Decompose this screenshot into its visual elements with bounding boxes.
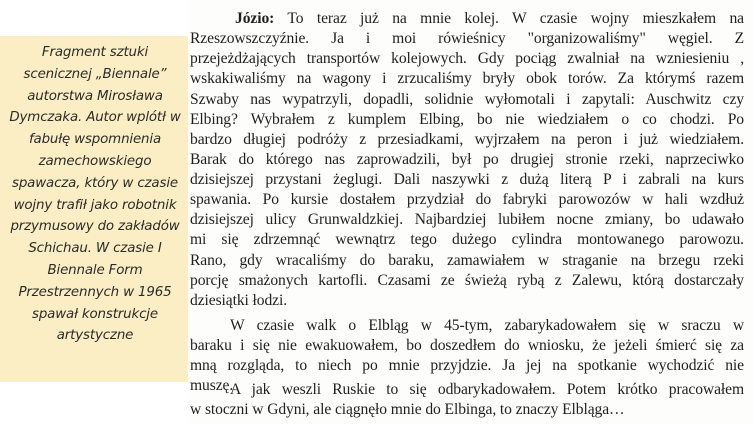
document-line-15: dziesiątki łodzi. <box>190 292 288 309</box>
document-line-4: wskakiwaliśmy na wagony i zrzucaliśmy bryły obok torów. Za którymś razem <box>190 70 744 87</box>
document-line-10: spawania. Po kursie dostałem przydział do fabryki parowozów w hali wzdłuż <box>190 191 744 208</box>
document-line-11: dzisiejszej ulicy Grunwaldzkiej. Najbardziej lubiłem nocne zmiany, bo udawało <box>190 211 744 228</box>
scanned-document <box>188 0 753 424</box>
caption-text: Fragment sztuki scenicznej „Biennale” autorstwa Mirosława Dymczaka. Autor wplótł w fabułę wspomnienia zamechowskiego spawacza, który w czasie wojny trafił jako robotnik przymusowy do zakładów Schichau. W czasie I Biennale Form Przestrzennych w 1965 spawał konstrukcje artystyczne <box>9 45 181 344</box>
document-line-7: bardzo długiej podróży z przesiadkami, wyjrzałem na peron i już wiedziałem. <box>190 131 744 148</box>
document-line-19: muszę. <box>190 377 234 394</box>
document-line-1: Józio: To teraz już na mnie kolej. W czasie wojny mieszkałem na <box>235 10 744 27</box>
document-line-21: w stoczni w Gdyni, ale ciągnęło mnie do Elbinga, to znaczy Elbląga… <box>190 401 625 418</box>
document-line-20: A jak weszli Ruskie to się odbarykadowałem. Potem krótko pracowałem <box>230 381 744 398</box>
document-line-16: W czasie walk o Elbląg w 45-tym, zabarykadowałem się w sraczu w <box>230 317 744 334</box>
document-line-17: baraku i się nie ewakuowałem, bo doszedłem do wniosku, że jeżeli śmierć się za <box>190 337 744 354</box>
document-line-6: Elbing? Wybrałem z kumplem Elbing, bo nie wiedziałem o co chodzi. Po <box>190 111 744 128</box>
document-line-13: Rano, gdy wracaliśmy do baraku, zamawiałem w straganie na brzegu rzeki <box>190 252 744 269</box>
speaker-name: Józio: <box>235 10 275 27</box>
document-line-12: mi się zdrzemnąć wewnątrz tego dużego cylindra montowanego parowozu. <box>190 231 744 248</box>
caption-box <box>0 36 188 382</box>
document-line-8: Barak do którego nas zaprowadzili, był po drugiej stronie rzeki, naprzeciwko <box>190 151 744 168</box>
document-line-2: Rzeszowszczyźnie. Ja i moi rówieśnicy "organizowaliśmy" węgiel. Z <box>190 30 744 47</box>
document-line-5: Szwaby nas wypatrzyli, dopadli, solidnie wyłomotali i zapytali: Auschwitz czy <box>190 91 744 108</box>
document-line-3: przejeżdżających transportów kolejowych. Gdy pociąg zwalniał na wzniesieniu , <box>190 50 744 67</box>
document-line-14: porcję smażonych kartofli. Czasami ze świeżą rybą z Zalewu, którą dostarczały <box>190 272 744 289</box>
document-line-18: mną rozgląda, to niech po mnie przyjdzie. Ja jej na spotkanie wychodzić nie <box>190 357 744 374</box>
document-line-9: dzisiejszej przystani żeglugi. Dali naszywki z dużą literą P i zabrali na kurs <box>190 171 744 188</box>
